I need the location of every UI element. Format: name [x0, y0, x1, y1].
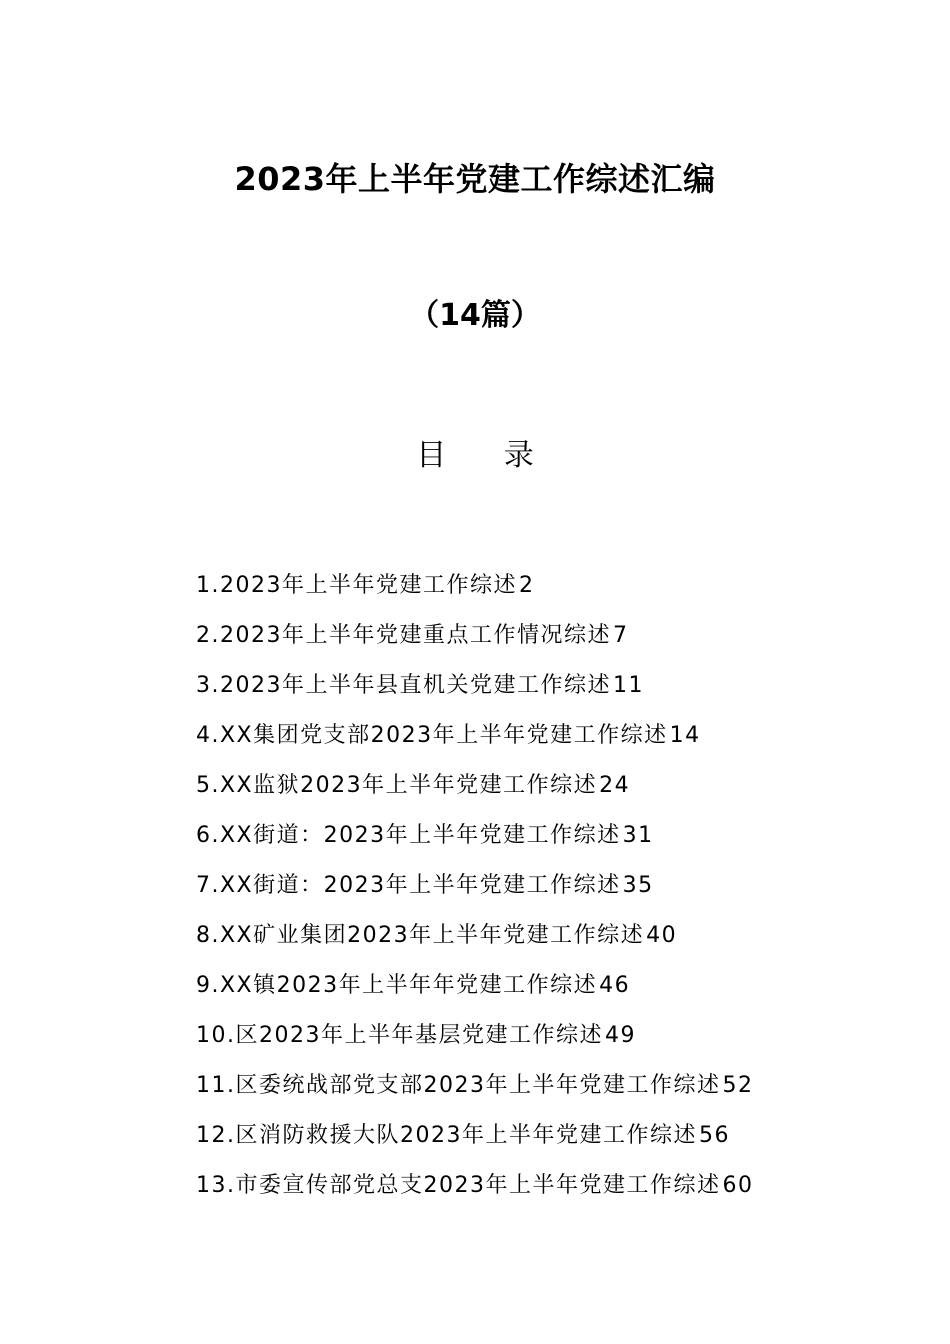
toc-entry-label: 9.XX镇2023年上半年年党建工作综述	[196, 973, 598, 998]
toc-entry-page: 60	[722, 1173, 754, 1198]
toc-entry-page: 24	[599, 773, 631, 798]
toc-entry-label: 8.XX矿业集团2023年上半年党建工作综述	[196, 923, 645, 948]
toc-entry-2[interactable]	[196, 611, 916, 661]
toc-entry-3[interactable]	[196, 661, 916, 711]
document-title: 2023年上半年党建工作综述汇编	[234, 160, 716, 198]
toc-entry-label: 13.市委宣传部党总支2023年上半年党建工作综述	[196, 1173, 721, 1198]
toc-entry-label: 5.XX监狱2023年上半年党建工作综述	[196, 773, 598, 798]
toc-entry-page: 56	[698, 1123, 730, 1148]
toc-entry-8[interactable]	[196, 911, 916, 961]
toc-entry-page: 52	[722, 1073, 754, 1098]
toc-entry-label: 4.XX集团党支部2023年上半年党建工作综述	[196, 723, 668, 748]
toc-entry-page: 31	[622, 823, 654, 848]
toc-entry-7[interactable]	[196, 861, 916, 911]
toc-entry-label: 11.区委统战部党支部2023年上半年党建工作综述	[196, 1073, 721, 1098]
toc-entry-page: 7	[612, 623, 629, 648]
toc-entry-page: 35	[622, 873, 654, 898]
toc-entry-label: 7.XX街道：2023年上半年党建工作综述	[196, 873, 621, 898]
toc-entry-page: 11	[612, 673, 644, 698]
toc-entry-9[interactable]	[196, 961, 916, 1011]
toc-entry-page: 46	[599, 973, 631, 998]
toc-entry-10[interactable]	[196, 1011, 916, 1061]
toc-entry-1[interactable]	[196, 561, 916, 611]
table-of-contents	[196, 561, 916, 1211]
toc-entry-label: 2.2023年上半年党建重点工作情况综述	[196, 623, 611, 648]
toc-entry-page: 14	[669, 723, 701, 748]
toc-entry-label: 6.XX街道：2023年上半年党建工作综述	[196, 823, 621, 848]
toc-entry-11[interactable]	[196, 1061, 916, 1111]
toc-entry-label: 12.区消防救援大队2023年上半年党建工作综述	[196, 1123, 697, 1148]
toc-entry-label: 1.2023年上半年党建工作综述	[196, 573, 517, 598]
toc-entry-page: 40	[646, 923, 678, 948]
toc-entry-4[interactable]	[196, 711, 916, 761]
toc-heading: 目 录	[416, 438, 558, 473]
toc-entry-label: 10.区2023年上半年基层党建工作综述	[196, 1023, 603, 1048]
toc-entry-13[interactable]	[196, 1161, 916, 1211]
toc-entry-12[interactable]	[196, 1111, 916, 1161]
toc-entry-5[interactable]	[196, 761, 916, 811]
toc-entry-page: 2	[518, 573, 535, 598]
toc-entry-page: 49	[604, 1023, 636, 1048]
toc-entry-label: 3.2023年上半年县直机关党建工作综述	[196, 673, 611, 698]
document-subtitle: （14篇）	[409, 298, 541, 333]
toc-entry-6[interactable]	[196, 811, 916, 861]
